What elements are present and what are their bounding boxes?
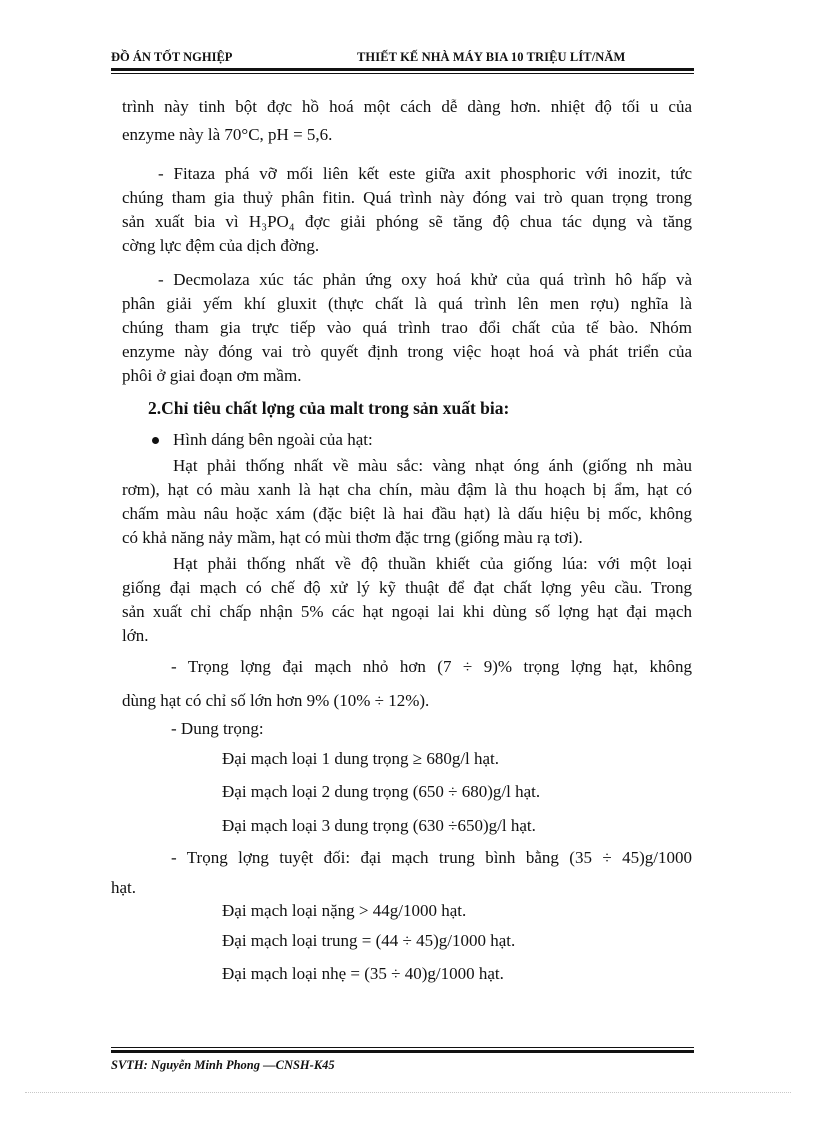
body-line: trình này tinh bột đợc hồ hoá một cách dễ dàng hơn. nhiệt độ tối u của [122,97,692,116]
list-item: Đại mạch loại 3 dung trọng (630 ÷650)g/l hạt. [222,816,536,835]
body-line: sản xuất bia vì H₃PO₄ đợc giải phóng sẽ tăng độ chua tác dụng và tăng [122,212,692,231]
page-bottom-dotted-line [25,1092,791,1093]
body-line: - Trọng lợng đại mạch nhỏ hơn (7 ÷ 9)% trọng lợng hạt, không [171,657,692,676]
body-line: chấm màu nâu hoặc xám (đặc biệt là hai đầu hạt) là dấu hiệu bị mốc, không [122,504,692,523]
body-line: sản xuất chỉ chấp nhận 5% các hạt ngoại lai khi dùng số lợng hạt đại mạch [122,602,692,621]
body-line: chúng tham gia thuỷ phân fitin. Quá trình này đóng vai trò quan trọng trong [122,188,692,207]
body-line: giống đại mạch có chế độ xử lý kỹ thuật để đạt chất lợng yêu cầu. Trong [122,578,692,597]
body-line: phôi ở giai đoạn ơm mầm. [122,366,302,385]
body-line: có khả năng nảy mầm, hạt có mùi thơm đặc trng (giống màu rạ tơi). [122,528,583,547]
footer-author: SVTH: Nguyễn Minh Phong —CNSH-K45 [111,1058,335,1072]
body-line: enzyme này đóng vai trò quyết định trong việc hoạt hoá và phát triển của [122,342,692,361]
list-item: Đại mạch loại 1 dung trọng ≥ 680g/l hạt. [222,749,500,768]
header-right: THIẾT KẾ NHÀ MÁY BIA 10 TRIỆU LÍT/NĂM [357,50,626,64]
body-line: Hạt phải thống nhất về độ thuần khiết của giống lúa: với một loại [173,554,692,573]
header-rule-thick [111,68,694,71]
list-item: Đại mạch loại nhẹ = (35 ÷ 40)g/1000 hạt. [222,964,504,983]
body-line: hạt. [111,878,137,897]
body-line: - Decmolaza xúc tác phản ứng oxy hoá khử của quá trình hô hấp và [158,270,692,289]
footer-rule-thick [111,1050,694,1053]
body-line: Hạt phải thống nhất về màu sắc: vàng nhạt óng ánh (giống nh màu [173,456,692,475]
section-heading: 2.Chỉ tiêu chất lợng của malt trong sản xuất bia: [148,398,510,418]
list-item: Đại mạch loại 2 dung trọng (650 ÷ 680)g/l hạt. [222,782,541,801]
body-line: - Trọng lợng tuyệt đối: đại mạch trung bình bằng (35 ÷ 45)g/1000 [171,848,692,867]
body-line: chúng tham gia trực tiếp vào quá trình trao đổi chất của tế bào. Nhóm [122,318,692,337]
body-line: phân giải yếm khí gluxit (thực chất là quá trình lên men rợu) nghĩa là [122,294,692,313]
body-line: cờng lực đệm của dịch đờng. [122,236,320,255]
body-line: rơm), hạt có màu xanh là hạt cha chín, màu đậm là thu hoạch bị ẩm, hạt có [122,480,692,499]
body-line: - Fitaza phá vỡ mối liên kết este giữa axit phosphoric với inozit, tức [158,164,692,183]
body-line: enzyme này là 70°C, pH = 5,6. [122,125,333,144]
header-left: ĐỒ ÁN TỐT NGHIỆP [111,50,233,64]
body-line: dùng hạt có chỉ số lớn hơn 9% (10% ÷ 12%). [122,691,430,710]
body-line: - Dung trọng: [171,719,264,738]
list-item: Đại mạch loại trung = (44 ÷ 45)g/1000 hạt. [222,931,516,950]
bullet-item: Hình dáng bên ngoài của hạt: [173,430,373,449]
bullet-dot [152,437,159,444]
body-line: lớn. [122,626,149,645]
list-item: Đại mạch loại nặng > 44g/1000 hạt. [222,901,467,920]
header-rule-thin [111,73,694,74]
footer-rule-thin [111,1047,694,1048]
